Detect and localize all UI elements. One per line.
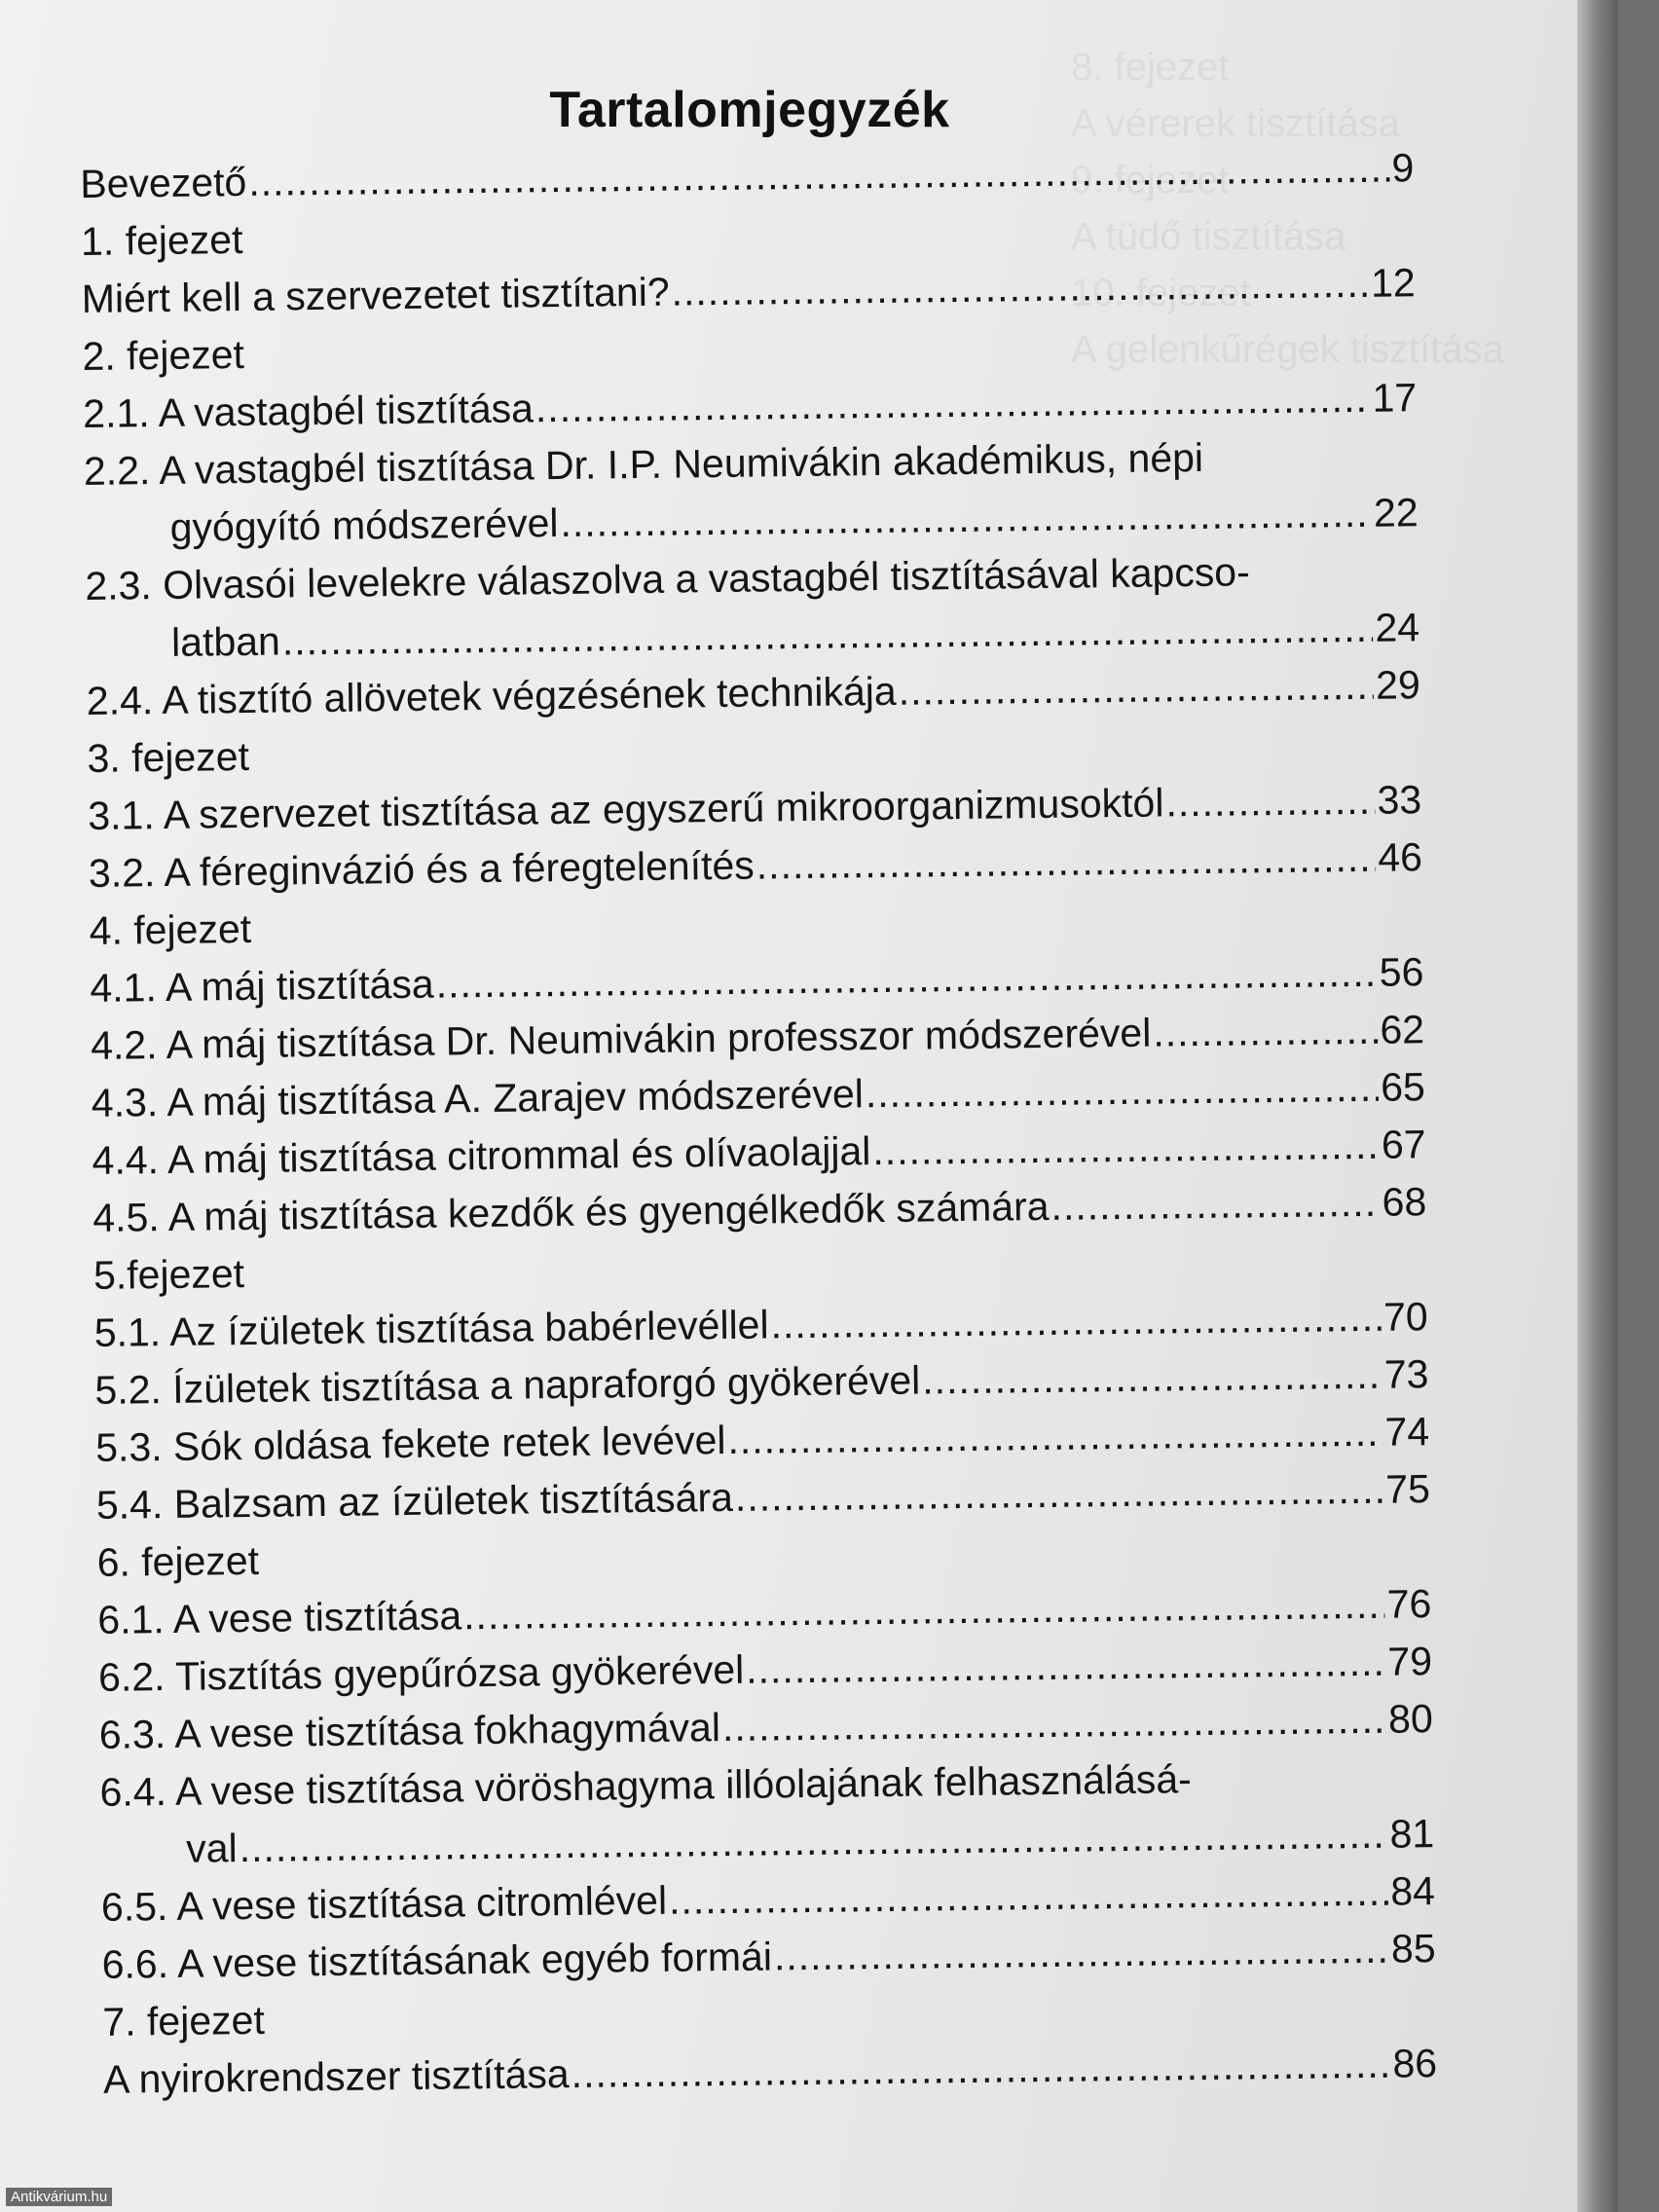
toc-entry-label: 4.2. A máj tisztítása Dr. Neumivákin professzor módszerével [90,1010,1152,1068]
toc-page-number: 86 [1392,2041,1438,2086]
toc-entry-label: Bevezető [80,159,247,206]
toc-entry-label: latban [170,618,281,665]
toc-entry-label: 4.5. A máj tisztítása kezdők és gyengélkedők számára [92,1183,1050,1240]
toc-heading: 2.3. Olvasói levelekre válaszolva a vastagbél tisztításával kapcso- [85,549,1251,608]
page-title: Tartalomjegyzék [549,81,950,138]
table-of-contents [80,139,1437,2109]
dot-leader [770,1289,1382,1354]
dot-leader [756,830,1376,895]
toc-heading: 4. fejezet [89,905,252,953]
dot-leader [1153,1002,1379,1062]
toc-page-number: 81 [1389,1811,1435,1857]
toc-page-number: 24 [1375,605,1420,650]
toc-page-number: 74 [1384,1409,1430,1455]
page-edge [1577,0,1618,2212]
dot-leader [571,2036,1391,2103]
show-through-line: A vérerek tisztítása [1071,102,1400,145]
show-through-line: 10. fejezet [1071,272,1251,314]
toc-entry-label: 6.5. A vese tisztítása citromlével [100,1877,668,1930]
toc-heading: 6. fejezet [96,1537,260,1585]
toc-entry-label: 5.4. Balzsam az ízületek tisztítására [95,1474,734,1528]
dot-leader [1165,772,1376,832]
dot-leader [872,1117,1380,1180]
toc-entry-label: 6.6. A vese tisztításának egyéb formái [101,1934,773,1987]
toc-entry-label: 6.1. A vese tisztítása [97,1593,462,1642]
toc-entry-label: 6.3. A vese tisztítása fokhagymával [98,1705,721,1757]
toc-page-number: 46 [1378,834,1423,880]
toc-entry-label: 6.2. Tisztítás gyepűrózsa gyökerével [97,1646,745,1700]
toc-heading: 1. fejezet [80,216,243,264]
toc-heading: 2. fejezet [82,331,245,379]
toc-page-number: 33 [1377,777,1422,823]
toc-page-number: 68 [1382,1179,1427,1225]
dot-leader [922,1346,1382,1410]
dot-leader [560,485,1372,552]
toc-page-number: 70 [1382,1294,1428,1340]
dot-leader [735,1461,1384,1527]
show-through-line: A gelenkűrégek tisztítása [1071,328,1504,371]
toc-entry-label: 4.1. A máj tisztítása [90,961,434,1011]
toc-page-number: 12 [1370,260,1416,306]
show-through-line: 8. fejezet [1071,46,1230,89]
toc-entry-label: 2.4. A tisztító allövetek végzésének technikája [86,668,897,723]
dot-leader [746,1634,1386,1699]
toc-page-number: 9 [1391,145,1415,191]
toc-entry-label: A nyirokrendszer tisztítása [102,2051,570,2102]
toc-page-number: 62 [1380,1007,1425,1052]
toc-page-number: 65 [1380,1064,1426,1110]
toc-entry-label: 5.1. Az ízületek tisztítása babérlevéllel [93,1302,769,1355]
toc-page-number: 67 [1381,1122,1426,1167]
toc-entry-label: 2.1. A vastagbél tisztítása [82,386,535,436]
toc-page-number: 17 [1372,375,1418,421]
toc-entry-label: val [185,1825,238,1871]
toc-entry-label: 4.4. A máj tisztítása citrommal és olívaolajjal [92,1128,871,1183]
dot-leader [1051,1174,1381,1235]
toc-page-number: 76 [1386,1581,1432,1627]
toc-entry-label: Miért kell a szervezetet tisztítani? [81,269,670,321]
toc-entry-label: 4.3. A máj tisztítása A. Zarajev módszerével [91,1071,865,1125]
dot-leader [727,1404,1383,1469]
toc-page-number: 22 [1373,490,1419,535]
dot-leader [898,657,1374,720]
toc-page-number: 79 [1387,1639,1433,1684]
toc-heading: 5.fejezet [92,1251,245,1298]
toc-page-number: 56 [1379,949,1424,995]
toc-heading: 2.2. A vastagbél tisztítása Dr. I.P. Neumivákin akadémikus, népi [83,434,1204,494]
toc-entry-label: gyógyító módszerével [169,500,559,550]
show-through-line: 9. fejezet [1071,159,1230,202]
show-through-line: A tüdő tisztítása [1071,215,1346,258]
watermark: Antikvárium.hu [6,2188,112,2206]
toc-heading: 3. fejezet [87,733,250,781]
dot-leader [669,1863,1389,1930]
toc-entry-label: 3.2. A féreginvázió és a féregtelenítés [88,842,756,896]
toc-page-number: 29 [1375,662,1421,708]
toc-entry-label: 5.3. Sók oldása fekete retek levével [94,1417,726,1470]
toc-heading: 7. fejezet [102,1997,266,2045]
toc-page-number: 80 [1387,1696,1433,1742]
toc-entry-label: 5.2. Ízületek tisztítása a napraforgó gyökerével [94,1357,921,1413]
toc-page-number: 75 [1384,1466,1431,1512]
dot-leader [671,255,1369,321]
toc-page-number: 73 [1383,1351,1429,1397]
dot-leader [722,1691,1387,1756]
dot-leader [535,370,1371,437]
dot-leader [865,1059,1379,1123]
toc-page-number: 85 [1390,1926,1436,1972]
toc-entry-label: 3.1. A szervezet tisztítása az egyszerű mikroorganizmusoktól [88,780,1164,838]
toc-heading: 6.4. A vese tisztítása vöröshagyma illóolajának felhasználásá- [99,1756,1193,1815]
toc-page-number: 84 [1389,1868,1436,1914]
dot-leader [774,1921,1390,1986]
